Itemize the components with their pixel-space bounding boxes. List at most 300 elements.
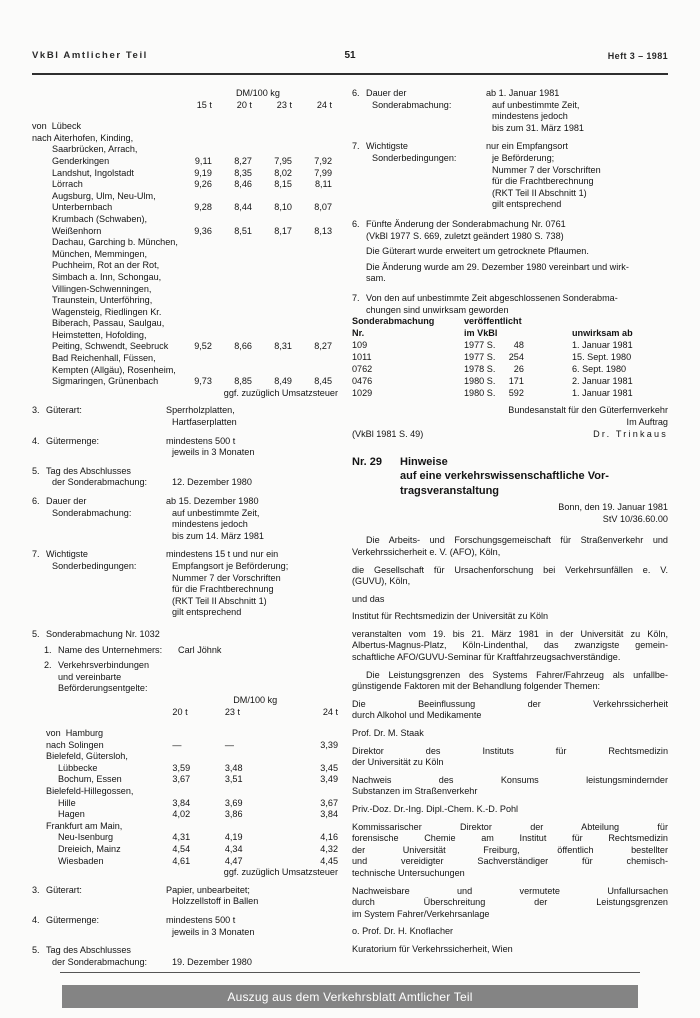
tariff1-row bbox=[32, 330, 338, 342]
tariff1-value-empty bbox=[178, 191, 218, 203]
invalidated-row bbox=[352, 388, 668, 400]
tariff2-destination: Frankfurt am Main, bbox=[46, 820, 123, 831]
left-agreement-item-line bbox=[46, 531, 338, 543]
right-agreement-item bbox=[352, 141, 668, 211]
article-29-paragraph-line: der Universität Freiburg, öffentlich bestellter bbox=[352, 844, 668, 855]
tariff1-row bbox=[32, 202, 338, 214]
tariff2-row bbox=[32, 856, 338, 868]
tariff1-value-empty bbox=[258, 249, 298, 261]
tariff1-value-empty bbox=[178, 214, 218, 226]
invalidated-agreements-table bbox=[352, 316, 668, 399]
invalidated-head-row-2 bbox=[352, 328, 668, 340]
spacer bbox=[32, 695, 172, 707]
tariff1-value: 8,07 bbox=[314, 202, 332, 213]
invalidated-head-row-1 bbox=[352, 316, 668, 328]
left-agreement2-item-label: Gütermenge: bbox=[46, 915, 100, 925]
left-agreement-item-label: Wichtigste bbox=[46, 549, 88, 560]
invalidated-publication: 1978 S. 26 bbox=[464, 363, 524, 374]
article-29-paragraph bbox=[352, 699, 668, 722]
article-29-paragraph bbox=[352, 611, 668, 623]
left-agreement2-item-number: 5. bbox=[32, 945, 40, 956]
tariff1-value-empty bbox=[218, 144, 258, 156]
left-agreement-item-line bbox=[46, 519, 338, 531]
tariff2-value-empty bbox=[172, 786, 224, 798]
article-29-paragraph-line: technische Untersuchungen bbox=[352, 867, 465, 878]
invalidated-date: 6. Sept. 1980 bbox=[572, 363, 627, 374]
tariff2-value: 3,67 bbox=[320, 797, 338, 808]
tariff2-row bbox=[32, 763, 338, 775]
tariff2-column-header: 20 t bbox=[172, 706, 188, 717]
right-agreement-item-line bbox=[366, 176, 668, 188]
article-29-paragraph bbox=[352, 565, 668, 588]
left-agreement2-item bbox=[32, 885, 338, 908]
tariff1-destination: nach Aiterhofen, Kinding, bbox=[32, 132, 134, 143]
tariff1-value-empty bbox=[218, 272, 258, 284]
left-agreement-item-label bbox=[46, 519, 172, 531]
right-agreement-item-value: mindestens jedoch bbox=[492, 111, 568, 122]
left-agreement-item-line bbox=[46, 496, 338, 508]
signature-authority: Bundesanstalt für den Güterfernverkehr bbox=[508, 405, 668, 416]
item-6-line: sam. bbox=[366, 273, 386, 284]
left-agreement-item-label bbox=[46, 607, 172, 619]
article-29-paragraph-line: Substanzen im Straßenverkehr bbox=[352, 786, 478, 797]
tariff2-origin: von Hamburg bbox=[46, 728, 104, 739]
tariff2-value: 4,31 bbox=[172, 832, 191, 843]
right-agreement-item-value: ab 1. Januar 1981 bbox=[486, 88, 560, 98]
tariff1-value: 9,52 bbox=[194, 341, 212, 352]
tariff1-value-empty bbox=[258, 318, 298, 330]
left-agreement2-item-value: Papier, unbearbeitet; bbox=[166, 884, 250, 895]
right-agreement-item-line bbox=[366, 88, 668, 100]
right-agreement-item-line bbox=[366, 153, 668, 165]
tariff2-value: 3,49 bbox=[320, 774, 338, 785]
tariff1-value-empty bbox=[178, 249, 218, 261]
left-agreement2-item bbox=[32, 945, 338, 968]
article-29-paragraph bbox=[352, 629, 668, 664]
left-agreement-item-label: Tag des Abschlusses bbox=[46, 465, 131, 476]
item-7-line: chungen sind unwirksam geworden bbox=[366, 304, 509, 315]
tariff2-value: 3,51 bbox=[224, 774, 243, 785]
left-agreement-item-number: 7. bbox=[32, 549, 40, 560]
tariff1-value-empty bbox=[258, 133, 298, 145]
tariff1-value-empty bbox=[298, 365, 338, 377]
tariff2-value-empty bbox=[292, 786, 338, 798]
tariff1-value-empty bbox=[178, 144, 218, 156]
tariff1-value-empty bbox=[178, 284, 218, 296]
tariff1-row bbox=[32, 168, 338, 180]
left-agreement-item-line bbox=[46, 508, 338, 520]
section-1032-label: Sonderabmachung Nr. 1032 bbox=[46, 628, 160, 639]
tariff1-destination: Biberach, Passau, Saulgau, bbox=[52, 318, 165, 329]
tariff1-row bbox=[32, 156, 338, 168]
tariff2-destination: Bochum, Essen bbox=[58, 774, 122, 785]
tariff1-value-empty bbox=[298, 284, 338, 296]
article-29-paragraph-line: im System Fahrer/Verkehrsanlage bbox=[352, 908, 490, 919]
tariff1-value-empty bbox=[258, 284, 298, 296]
left-agreement-item-value: mindestens 15 t und nur ein bbox=[166, 549, 279, 560]
invalidated-row bbox=[352, 376, 668, 388]
tariff2-value-empty bbox=[225, 751, 292, 763]
tariff1-value-empty bbox=[218, 237, 258, 249]
tariff1-value: 7,95 bbox=[274, 155, 292, 166]
tariff2-value: 3,84 bbox=[172, 797, 191, 808]
left-agreement-item bbox=[32, 549, 338, 619]
left-agreement2-item-value: mindestens 500 t bbox=[166, 915, 236, 925]
article-29-title-line: Hinweise bbox=[400, 455, 448, 468]
tariff1-column-header: 20 t bbox=[236, 99, 252, 110]
tariff1-destination: Dachau, Garching b. München, bbox=[52, 237, 178, 248]
item-6-line: (VkBl 1977 S. 669, zuletzt geändert 1980 S. 738) bbox=[366, 230, 564, 241]
left-agreement-item-label bbox=[46, 531, 172, 543]
tariff1-value-empty bbox=[298, 353, 338, 365]
left-agreement-item-label bbox=[46, 447, 172, 459]
tariff1-destination: Kempten (Allgäu), Rosenheim, bbox=[52, 364, 176, 375]
tariff1-value-empty bbox=[258, 144, 298, 156]
spacer bbox=[32, 707, 172, 720]
article-29-paragraph bbox=[352, 926, 668, 938]
left-agreement2-item-value bbox=[166, 945, 338, 957]
right-agreement-item-label bbox=[366, 111, 492, 123]
article-29-paragraph-line: Kommissarischer Direktor der Abteilung für bbox=[352, 821, 668, 832]
tariff1-value-empty bbox=[178, 353, 218, 365]
tariff2-destination: Hille bbox=[58, 797, 76, 808]
tariff1-header-row bbox=[32, 100, 338, 113]
article-29-file-ref: StV 10/36.60.00 bbox=[602, 513, 668, 524]
tariff2-origin-row bbox=[32, 719, 338, 740]
tariff1-row bbox=[32, 179, 338, 191]
right-agreement-item-line bbox=[366, 111, 668, 123]
tariff1-row bbox=[32, 284, 338, 296]
tariff1-value: 8,51 bbox=[234, 225, 252, 236]
tariff2-row bbox=[32, 740, 338, 752]
tariff2-value-empty bbox=[292, 751, 338, 763]
tariff1-row bbox=[32, 214, 338, 226]
left-agreement2-item-line bbox=[46, 945, 338, 957]
tariff1-value-empty bbox=[258, 353, 298, 365]
article-29-paragraph bbox=[352, 944, 668, 956]
left-column bbox=[32, 88, 338, 968]
tariff1-value-empty bbox=[218, 365, 258, 377]
tariff2-unit-row bbox=[32, 695, 338, 707]
left-agreement-item-value: Hartfaserplatten bbox=[172, 417, 237, 428]
article-29-title-line: tragsveranstaltung bbox=[400, 484, 500, 497]
article-29-paragraph bbox=[352, 804, 668, 816]
invalidated-date: 2. Januar 1981 bbox=[572, 375, 633, 386]
left-agreement-item-label: Sonderabmachung: bbox=[52, 507, 132, 518]
tariff2-destination: Lübbecke bbox=[58, 762, 98, 773]
left-agreement-item-label: Gütermenge: bbox=[46, 435, 100, 446]
footer-banner-text: Auszug aus dem Verkehrsblatt Amtlicher Teil bbox=[227, 989, 473, 1004]
invalidated-header-cell bbox=[572, 316, 668, 328]
invalidated-header-cell: Sonderabmachung bbox=[352, 316, 435, 327]
article-29-paragraph-line: Prof. Dr. M. Staak bbox=[352, 728, 424, 739]
left-agreement2-item-value: Holzzellstoff in Ballen bbox=[172, 896, 259, 907]
tariff2-value: 4,32 bbox=[320, 844, 338, 855]
tariff2-destination: Bielefeld-Hillegossen, bbox=[46, 786, 134, 797]
tariff2-value: 4,34 bbox=[224, 844, 243, 855]
invalidated-publication: 1980 S. 592 bbox=[464, 387, 524, 398]
tariff1-value-empty bbox=[218, 353, 258, 365]
left-agreement-item-value: jeweils in 3 Monaten bbox=[172, 447, 255, 458]
left-agreement2-item-line bbox=[46, 927, 338, 939]
left-agreement2-item-line bbox=[46, 896, 338, 908]
left-agreement-item-line bbox=[46, 405, 338, 417]
right-agreement-item-label: Wichtigste bbox=[366, 141, 408, 152]
tariff2-value: 3,86 bbox=[224, 809, 243, 820]
tariff1-value-empty bbox=[298, 191, 338, 203]
item-6-line: Fünfte Änderung der Sonderabmachung Nr. 0761 bbox=[366, 218, 566, 229]
left-agreement2-item-value: 19. Dezember 1980 bbox=[172, 956, 252, 967]
tariff2-header-row bbox=[32, 707, 338, 720]
tariff1-destination: Genderkingen bbox=[52, 155, 110, 166]
left-agreement2-item-line bbox=[46, 915, 338, 927]
invalidated-header-cell: im VkBl bbox=[464, 328, 498, 338]
left-agreement-item-label: Sonderbedingungen: bbox=[52, 560, 137, 571]
tariff1-destination: Villingen-Schwenningen, bbox=[52, 283, 152, 294]
article-29-paragraph bbox=[352, 535, 668, 558]
tariff2-column-header: 24 t bbox=[322, 706, 338, 717]
tariff1-destination: München, Memmingen, bbox=[52, 248, 148, 259]
left-agreement-item-value: Empfangsort je Beförderung; bbox=[172, 560, 289, 571]
tariff1-destination: Lörrach bbox=[52, 179, 83, 190]
tariff2-row bbox=[32, 832, 338, 844]
operator-name-value: Carl Jöhnk bbox=[178, 644, 222, 655]
tariff1-value-empty bbox=[298, 307, 338, 319]
tariff1-value: 8,44 bbox=[234, 202, 252, 213]
tariff1-row bbox=[32, 191, 338, 203]
article-29-paragraph-line: günstigende Faktoren mit der Behandlung folgender Themen: bbox=[352, 681, 601, 692]
item-7-number: 7. bbox=[352, 292, 360, 303]
item-7-invalidated bbox=[352, 293, 668, 316]
tariff1-value: 8,15 bbox=[274, 179, 292, 190]
tariff1-row bbox=[32, 272, 338, 284]
tariff1-value-empty bbox=[258, 214, 298, 226]
tariff2-tax-note: ggf. zuzüglich Umsatzsteuer bbox=[223, 867, 338, 878]
invalidated-number: 0476 bbox=[352, 375, 373, 386]
article-29-paragraph-line: Die Leistungsgrenzen des Systems Fahrer/Fahrzeug als unfallbe- bbox=[366, 669, 668, 680]
right-agreement-item-value: gilt entsprechend bbox=[492, 199, 562, 210]
footer-rule bbox=[60, 972, 640, 973]
item-6-number: 6. bbox=[352, 218, 360, 229]
tariff2-unit-label: DM/100 kg bbox=[233, 694, 278, 705]
left-agreement2-item-label bbox=[46, 896, 172, 908]
tariff1-value-empty bbox=[258, 307, 298, 319]
article-29-paragraph-line: Albertus-Magnus-Platz, Köln-Lindenthal, das zwanzigste gemein- bbox=[352, 640, 668, 651]
tariff1-value-empty bbox=[258, 365, 298, 377]
left-agreement-item-value: auf unbestimmte Zeit, bbox=[172, 507, 260, 518]
tariff1-value-empty bbox=[178, 272, 218, 284]
article-29-title-line: auf eine verkehrswissenschaftliche Vor- bbox=[400, 470, 609, 483]
right-agreement-item-line bbox=[366, 165, 668, 177]
left-agreement-item-value: Sperrholzplatten, bbox=[166, 405, 235, 416]
article-29-paragraph-line: Die Arbeits- und Forschungsgemeischaft für Straßenverkehr und bbox=[366, 535, 668, 546]
tariff2-row bbox=[32, 809, 338, 821]
left-agreement-item-value: (RKT Teil II Abschnitt 1) bbox=[172, 595, 267, 606]
left-agreement-item-line bbox=[46, 417, 338, 429]
left-agreement-item-value: für die Frachtberechnung bbox=[172, 584, 274, 595]
invalidated-row bbox=[352, 340, 668, 352]
tariff1-value-empty bbox=[258, 272, 298, 284]
left-agreement-item-number: 5. bbox=[32, 465, 40, 476]
tariff1-value: 9,28 bbox=[194, 202, 212, 213]
left-agreement-item-line bbox=[46, 596, 338, 608]
invalidated-header-cell: unwirksam ab bbox=[572, 328, 633, 338]
article-29-paragraph-line: durch Alkohol und Medikamente bbox=[352, 710, 482, 721]
right-agreement-item-number: 6. bbox=[352, 88, 360, 98]
tariff2-value: 4,19 bbox=[224, 832, 243, 843]
right-agreement-item-value: nur ein Empfangsort bbox=[486, 141, 568, 152]
tariff1-row bbox=[32, 318, 338, 330]
left-agreement-item-number: 6. bbox=[32, 496, 40, 506]
tariff2-row bbox=[32, 821, 338, 833]
tariff2-destination: Bielefeld, Gütersloh, bbox=[46, 751, 128, 762]
article-29-body bbox=[352, 535, 668, 955]
connections-label-line: Beförderungsentgelte: bbox=[58, 683, 148, 694]
tariff1-value-empty bbox=[218, 249, 258, 261]
tariff1-column-header: 24 t bbox=[316, 99, 332, 110]
left-agreement-item-line bbox=[46, 607, 338, 619]
right-agreement-item-line bbox=[366, 188, 668, 200]
header-issue: Heft 3 – 1981 bbox=[607, 51, 668, 61]
article-29-paragraph bbox=[352, 594, 668, 606]
tariff1-value: 7,92 bbox=[314, 155, 332, 166]
tariff1-destination: Peiting, Schwendt, Seebruck bbox=[52, 341, 169, 352]
article-29-paragraph bbox=[352, 670, 668, 693]
invalidated-date: 1. Januar 1981 bbox=[572, 339, 633, 350]
left-agreement-item-line bbox=[46, 584, 338, 596]
tariff1-value-empty bbox=[178, 307, 218, 319]
article-29-place-date: Bonn, den 19. Januar 1981 bbox=[558, 502, 668, 513]
article-29-heading bbox=[352, 455, 668, 499]
right-agreement-item-label bbox=[366, 176, 492, 188]
tariff1-value: 8,85 bbox=[234, 376, 252, 387]
tariff1-value: 9,73 bbox=[194, 376, 212, 387]
article-29-paragraph-line: die Gesellschaft für Ursachenforschung bei Verkehrsunfällen e. V. bbox=[352, 564, 668, 575]
connections-label bbox=[58, 660, 338, 695]
left-agreement-item-label bbox=[46, 573, 172, 585]
tariff1-value-empty bbox=[298, 272, 338, 284]
tariff1-destination: Sigmaringen, Grünenbach bbox=[52, 376, 159, 387]
tariff1-row bbox=[32, 365, 338, 377]
tariff1-row bbox=[32, 133, 338, 145]
left-agreement-item bbox=[32, 405, 338, 428]
tariff1-destination: Unterbernbach bbox=[52, 202, 113, 213]
tariff2-destination: nach Solingen bbox=[46, 739, 104, 750]
left-agreement2-item-label: Güterart: bbox=[46, 884, 82, 895]
invalidated-date: 1. Januar 1981 bbox=[572, 387, 633, 398]
tariff1-row bbox=[32, 226, 338, 238]
tariff1-value-empty bbox=[218, 295, 258, 307]
tariff2-value: 4,16 bbox=[320, 832, 338, 843]
agreement-items-right bbox=[352, 88, 668, 211]
article-29-paragraph bbox=[352, 822, 668, 880]
invalidated-header-cell: veröffentlicht bbox=[464, 316, 522, 327]
tariff1-value: 9,36 bbox=[194, 225, 212, 236]
left-agreement2-item-label bbox=[46, 927, 172, 939]
tariff2-value-empty bbox=[172, 751, 224, 763]
item-6-line: Die Güterart wurde erweitert um getrocknete Pflaumen. bbox=[366, 246, 589, 257]
article-29-paragraph-line: und vereidigter Sachverständiger für chemisch- bbox=[352, 856, 668, 867]
right-agreement-item-label bbox=[366, 188, 492, 200]
spacer bbox=[32, 88, 178, 100]
left-agreement-item-value: ab 15. Dezember 1980 bbox=[166, 496, 259, 506]
tariff2-row bbox=[32, 844, 338, 856]
tariff1-destination: Puchheim, Rot an der Rot, bbox=[52, 260, 160, 271]
agreement-items-1 bbox=[32, 405, 338, 619]
connections-number: 2. bbox=[44, 660, 52, 671]
item-7-line: Von den auf unbestimmte Zeit abgeschlossenen Sonderabma- bbox=[366, 292, 618, 303]
left-agreement-item-line bbox=[46, 447, 338, 459]
tariff1-value-empty bbox=[178, 318, 218, 330]
article-29-paragraph-line: o. Prof. Dr. H. Knoflacher bbox=[352, 926, 454, 937]
tariff2-value: 4,54 bbox=[172, 844, 191, 855]
article-29-paragraph bbox=[352, 775, 668, 798]
tariff1-tax-note: ggf. zuzüglich Umsatzsteuer bbox=[223, 387, 338, 398]
tariff1-value: 8,49 bbox=[274, 376, 292, 387]
left-agreement-item-line bbox=[46, 466, 338, 478]
tariff1-value-empty bbox=[178, 295, 218, 307]
tariff1-value: 9,26 bbox=[194, 179, 212, 190]
tariff1-value: 8,27 bbox=[234, 155, 252, 166]
left-agreement-item-number: 4. bbox=[32, 435, 40, 446]
tariff1-value: 9,11 bbox=[194, 155, 212, 166]
footer-banner bbox=[62, 985, 638, 1008]
article-29-paragraph-line: Verkehrssicherheit e. V. (AFO), Köln, bbox=[352, 546, 501, 557]
right-agreement-item-label: Sonderbedingungen: bbox=[372, 152, 457, 163]
tariff1-origin: von Lübeck bbox=[32, 121, 82, 132]
signature-name: Dr. Trinkaus bbox=[593, 428, 668, 439]
tariff2-column-header: 23 t bbox=[224, 706, 240, 717]
tariff1-value: 7,99 bbox=[314, 167, 332, 178]
tariff1-value-empty bbox=[298, 237, 338, 249]
invalidated-row bbox=[352, 364, 668, 376]
tariff1-value: 8,17 bbox=[274, 225, 292, 236]
article-29-paragraph-line: Direktor des Instituts für Rechtsmedizin bbox=[352, 745, 668, 756]
left-agreement-item-line bbox=[46, 561, 338, 573]
header-publication-title: VkBl Amtlicher Teil bbox=[32, 50, 148, 61]
tariff1-value-empty bbox=[298, 144, 338, 156]
tariff2-row bbox=[32, 786, 338, 798]
tariff2-value: — bbox=[224, 739, 234, 750]
tariff1-destination: Landshut, Ingolstadt bbox=[52, 167, 134, 178]
article-29-paragraph-line: und das bbox=[352, 593, 385, 604]
tariff2-value: 4,45 bbox=[320, 855, 338, 866]
tariff1-value-empty bbox=[178, 260, 218, 272]
article-29-paragraph-line: Nachweis des Konsums leistungsmindernder bbox=[352, 774, 668, 785]
tariff1-destination: Augsburg, Ulm, Neu-Ulm, bbox=[52, 190, 156, 201]
tariff1-destination: Simbach a. Inn, Schongau, bbox=[52, 271, 162, 282]
tariff1-value-empty bbox=[218, 330, 258, 342]
tariff2-destination: Dreieich, Mainz bbox=[58, 844, 121, 855]
tariff1-value-empty bbox=[218, 284, 258, 296]
tariff1-column-header: 23 t bbox=[276, 99, 292, 110]
article-29-paragraph bbox=[352, 728, 668, 740]
invalidated-publication: 1980 S. 171 bbox=[464, 375, 524, 386]
right-agreement-item-value: (RKT Teil II Abschnitt 1) bbox=[492, 187, 587, 198]
source-reference: (VkBl 1981 S. 49) bbox=[352, 428, 424, 439]
tariff1-value: 8,46 bbox=[234, 179, 252, 190]
right-agreement-item-label bbox=[366, 199, 492, 211]
right-agreement-item-line bbox=[366, 123, 668, 135]
left-agreement-item-value: bis zum 14. März 1981 bbox=[172, 530, 264, 541]
tariff2-value: 3,59 bbox=[172, 762, 191, 773]
left-agreement2-item-label: Tag des Abschlusses bbox=[46, 945, 131, 956]
left-agreement2-item bbox=[32, 915, 338, 938]
header-rule bbox=[32, 73, 668, 75]
tariff1-row bbox=[32, 144, 338, 156]
tariff2-value: 3,39 bbox=[320, 739, 338, 750]
item-6-line: Die Änderung wurde am 29. Dezember 1980 vereinbart und wirk- bbox=[366, 261, 629, 272]
